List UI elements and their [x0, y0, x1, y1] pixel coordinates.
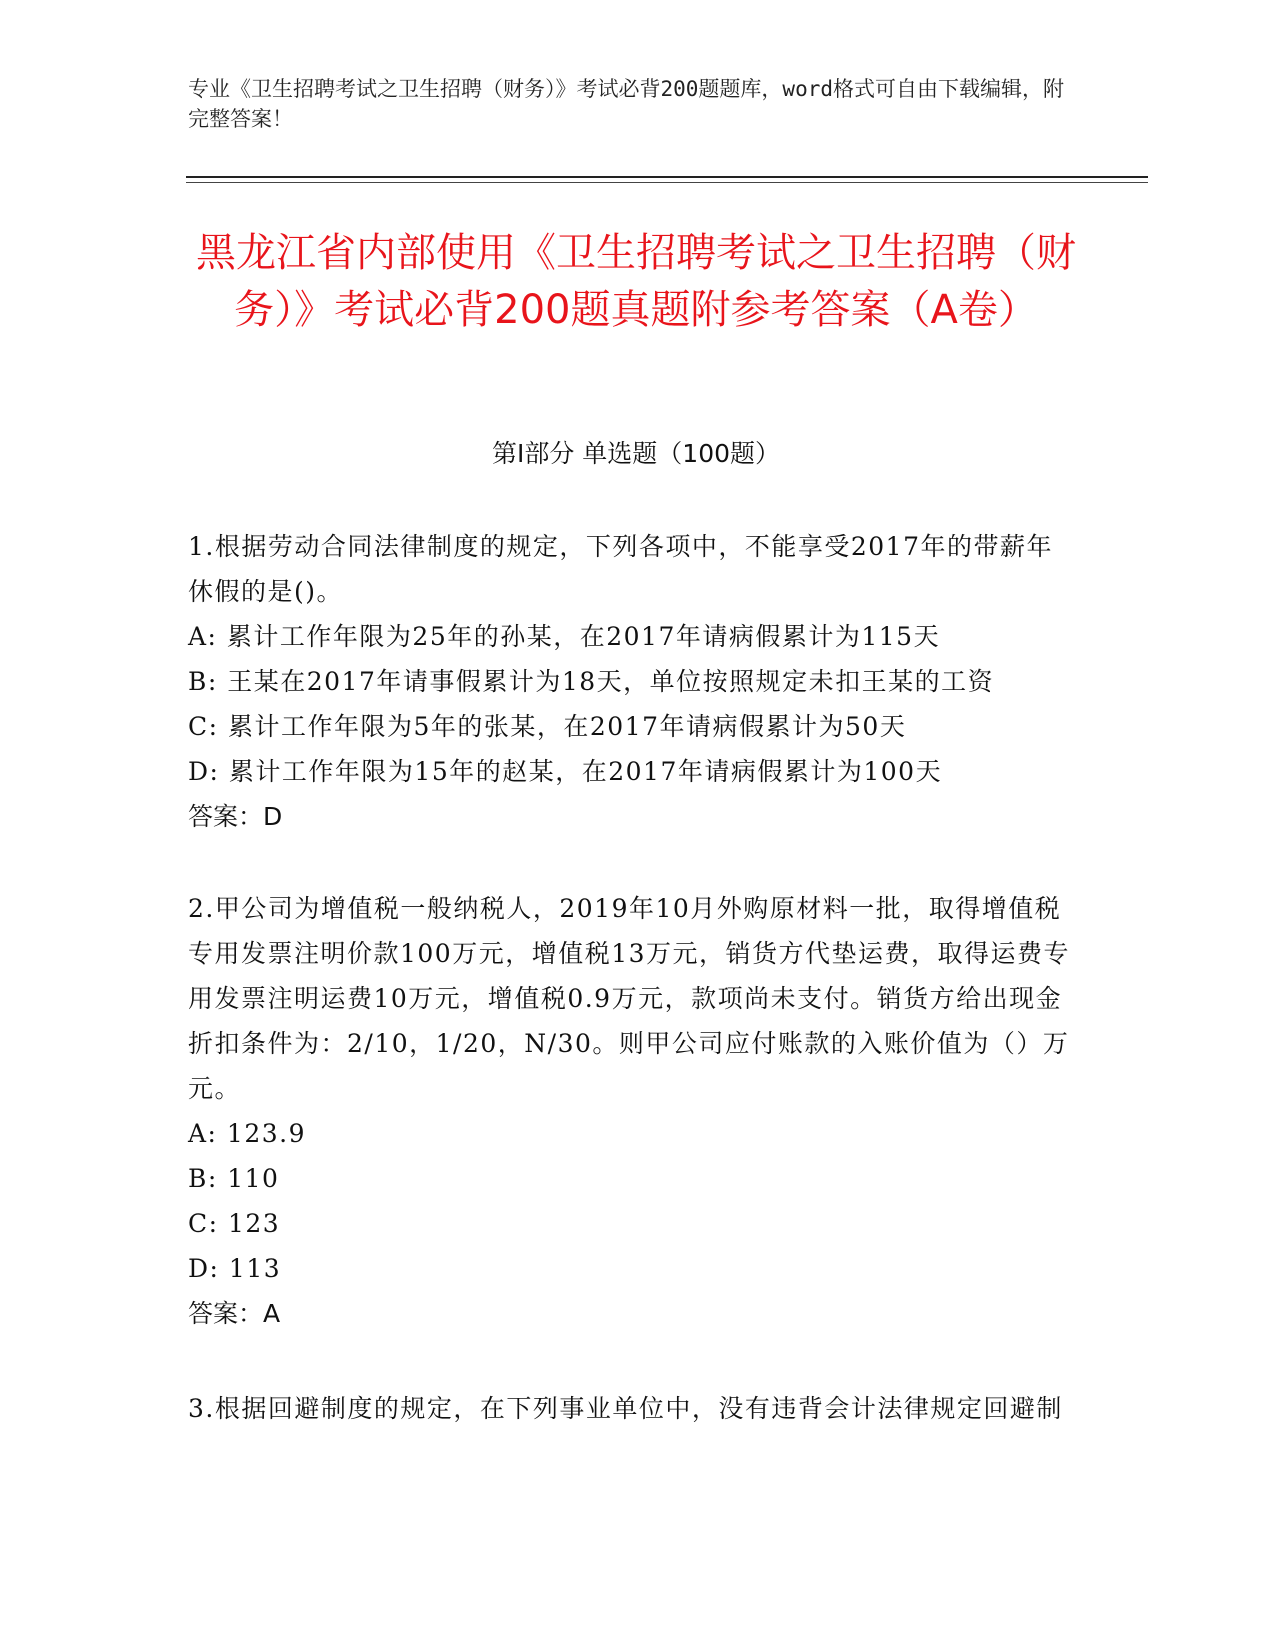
- question-stem: 3.根据回避制度的规定，在下列事业单位中，没有违背会计法律规定回避制: [188, 1394, 1063, 1423]
- document-title: 黑龙江省内部使用《卫生招聘考试之卫生招聘（财务）》考试必背200题真题附参考答案（A卷）: [196, 230, 1076, 333]
- section-heading: 第I部分 单选题（100题）: [491, 439, 781, 468]
- question-1: [188, 524, 1078, 839]
- option-b: B: 110: [188, 1164, 280, 1193]
- option-d: D: 累计工作年限为15年的赵某，在2017年请病假累计为100天: [188, 757, 943, 786]
- header-divider-thick: [186, 176, 1148, 178]
- option-a: A: 123.9: [188, 1119, 306, 1148]
- answer: 答案：D: [188, 802, 283, 831]
- option-a: A: 累计工作年限为25年的孙某，在2017年请病假累计为115天: [188, 622, 941, 651]
- question-3: [188, 1386, 1078, 1431]
- option-c: C: 累计工作年限为5年的张某，在2017年请病假累计为50天: [188, 712, 907, 741]
- header-divider-thin: [186, 182, 1148, 183]
- option-c: C: 123: [188, 1209, 281, 1238]
- question-stem: 1.根据劳动合同法律制度的规定，下列各项中，不能享受2017年的带薪年休假的是()。: [188, 532, 1053, 606]
- answer: 答案：A: [188, 1299, 281, 1328]
- option-b: B: 王某在2017年请事假累计为18天，单位按照规定未扣王某的工资: [188, 667, 995, 696]
- header-note: 专业《卫生招聘考试之卫生招聘（财务）》考试必背200题题库，word格式可自由下载编辑，附完整答案！: [188, 77, 1064, 131]
- question-2: [188, 886, 1078, 1336]
- question-stem: 2.甲公司为增值税一般纳税人，2019年10月外购原材料一批，取得增值税专用发票注明价款100万元，增值税13万元，销货方代垫运费，取得运费专用发票注明运费10万元，增值税0.9万元，款项尚未支付。销货方给出现金折扣条件为：2/10，1/20，N/30。则甲公司应付账款的入账价值为（）万元。: [188, 894, 1071, 1103]
- option-d: D: 113: [188, 1254, 282, 1283]
